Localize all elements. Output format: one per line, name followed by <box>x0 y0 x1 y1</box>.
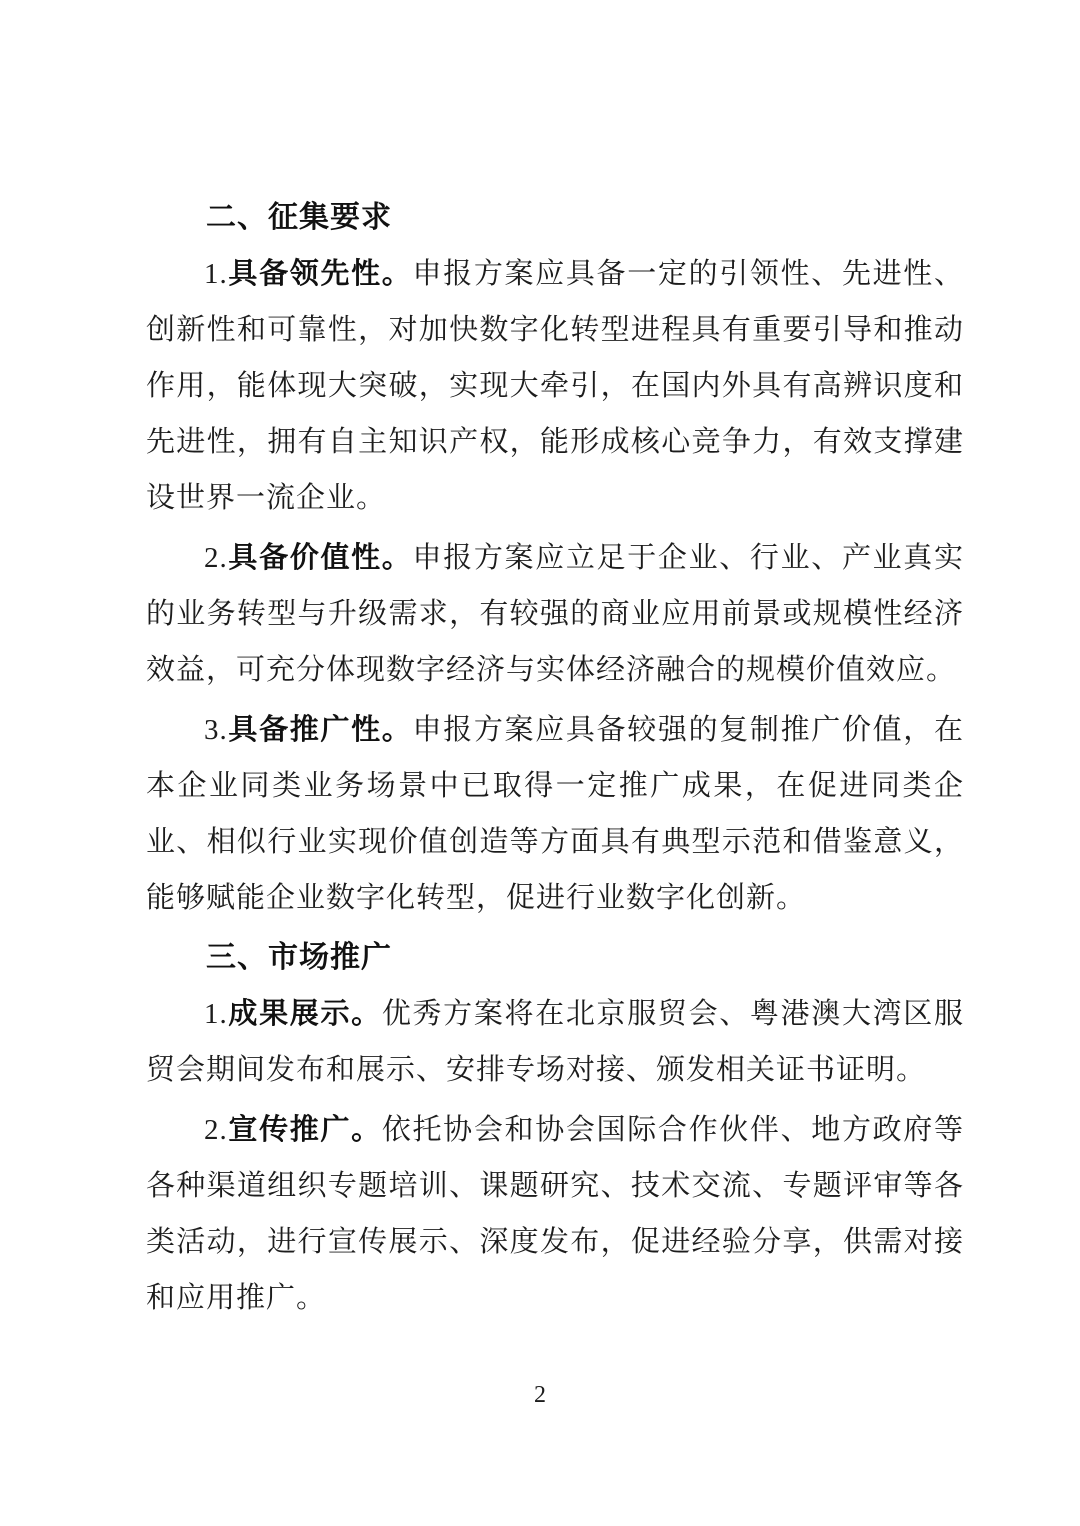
paragraph-leading <box>146 246 964 526</box>
paragraph-body: 申报方案应立足于企业、行业、产业真实的业务转型与升级需求，有较强的商业应用前景或规模性经济效益，可充分体现数字经济与实体经济融合的规模价值效应。 <box>146 542 964 686</box>
paragraph-body: 申报方案应具备较强的复制推广价值，在本企业同类业务场景中已取得一定推广成果，在促进同类企业、相似行业实现价值创造等方面具有典型示范和借鉴意义，能够赋能企业数字化转型，促进行业数字化创新。 <box>146 714 964 914</box>
paragraph-number: 3. <box>204 714 228 746</box>
paragraph-number: 1. <box>204 998 228 1030</box>
paragraph-number: 2. <box>204 1114 228 1146</box>
paragraph-publicity-promotion <box>146 1102 964 1326</box>
paragraph-lead: 具备价值性。 <box>227 542 413 574</box>
section-heading-collection-requirements: 二、征集要求 <box>206 201 392 234</box>
paragraph-lead: 成果展示。 <box>227 998 382 1030</box>
paragraph-number: 1. <box>204 258 228 290</box>
document-content <box>146 190 964 1330</box>
paragraph-number: 2. <box>204 542 228 574</box>
paragraph-achievement-display <box>146 986 964 1098</box>
paragraph-body: 依托协会和协会国际合作伙伴、地方政府等各种渠道组织专题培训、课题研究、技术交流、专题评审等各类活动，进行宣传展示、深度发布，促进经验分享，供需对接和应用推广。 <box>146 1114 964 1314</box>
paragraph-lead: 具备领先性。 <box>227 258 413 290</box>
paragraph-replicability <box>146 702 964 926</box>
paragraph-lead: 宣传推广。 <box>227 1114 382 1146</box>
paragraph-body: 优秀方案将在北京服贸会、粤港澳大湾区服贸会期间发布和展示、安排专场对接、颁发相关证书证明。 <box>146 998 964 1086</box>
section-heading-market-promotion: 三、市场推广 <box>206 941 392 974</box>
paragraph-lead: 具备推广性。 <box>227 714 413 746</box>
paragraph-body: 申报方案应具备一定的引领性、先进性、创新性和可靠性，对加快数字化转型进程具有重要引导和推动作用，能体现大突破，实现大牵引，在国内外具有高辨识度和先进性，拥有自主知识产权，能形成核心竞争力，有效支撑建设世界一流企业。 <box>146 258 964 514</box>
paragraph-value <box>146 530 964 698</box>
page-number: 2 <box>534 1382 546 1408</box>
